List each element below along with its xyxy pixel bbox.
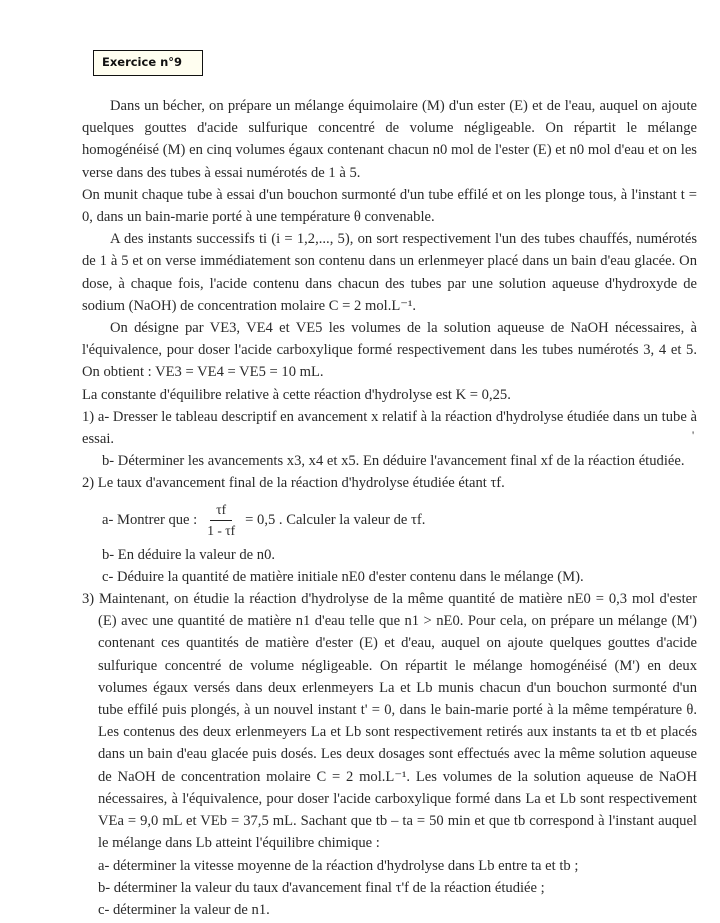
fraction (201, 501, 241, 540)
question-2b: b- En déduire la valeur de n0. (102, 546, 276, 563)
question-3c: c- déterminer la valeur de n1. (98, 901, 270, 918)
question-3b: b- déterminer la valeur du taux d'avancement final τ'f de la réaction étudiée ; (98, 879, 545, 896)
fraction-denominator: 1 - τf (207, 522, 236, 538)
question-2: 2) Le taux d'avancement final de la réaction d'hydrolyse étudiée étant τf. (82, 475, 505, 492)
question-2a (82, 501, 697, 540)
question-2c: c- Déduire la quantité de matière initiale nE0 d'ester contenu dans le mélange (M). (102, 568, 584, 585)
question-3a: a- déterminer la vitesse moyenne de la réaction d'hydrolyse dans Lb entre ta et tb ; (98, 857, 579, 874)
paragraph-constant: La constante d'équilibre relative à cette réaction d'hydrolyse est K = 0,25. (82, 386, 511, 403)
paragraph-volumes: On désigne par VE3, VE4 et VE5 les volumes de la solution aqueuse de NaOH nécessaires, à l'équivalence, pour doser l'acide carboxylique formé respectivement dans les tubes numérotés 3, 4 et 5. On obtient : VE3 = VE4 = VE5 = 10 mL. (82, 320, 697, 381)
intro-paragraph: Dans un bécher, on prépare un mélange équimolaire (M) d'un ester (E) et de l'eau, auquel on ajoute quelques gouttes d'acide sulfurique concentré de volume négligeable. On répartit le mélange homogénéisé (M) en cinq volumes égaux contenant chacun n0 mol de l'ester (E) et n0 mol d'eau et on les verse dans des tubes à essai numérotés de 1 à 5. (82, 98, 697, 181)
fraction-numerator: τf (210, 501, 232, 521)
question-2a-suffix: = 0,5 . Calculer la valeur de τf. (245, 512, 426, 529)
exercise-body (82, 95, 697, 921)
question-2a-prefix: a- Montrer que : (102, 512, 198, 529)
exercise-title: Exercice n°9 (102, 55, 183, 69)
exercise-title-box (93, 50, 203, 76)
question-1b: b- Déterminer les avancements x3, x4 et x5. En déduire l'avancement final xf de la réaction étudiée. (102, 453, 685, 470)
question-3: 3) Maintenant, on étudie la réaction d'hydrolyse de la même quantité de matière nE0 = 0,3 mol d'ester (E) avec une quantité de matière n1 d'eau telle que n1 > nE0. Pour cela, on prépare un mélange (M') contenant ces quantités de matière d'ester (E) et d'eau, auquel on ajoute quelques gouttes d'acide sulfurique concentré de volume négligeable. On répartit le mélange homogénéisé (M') en deux volumes égaux versés dans deux erlenmeyers La et Lb munis chacun d'un bouchon surmonté d'un tube effilé puis plongés, à un nouvel instant t' = 0, dans le bain-marie porté à la même température θ. Les contenus des deux erlenmeyers La et Lb sont respectivement retirés aux instants ta et tb et placés dans un bain d'eau glacée puis dosés. Les deux dosages sont effectués avec la même solution aqueuse de NaOH de concentration molaire C = 2 mol.L⁻¹. Les volumes de la solution aqueuse de NaOH nécessaires, à l'équivalence, pour doser l'acide carboxylique formé dans La et Lb sont respectivement VEa = 9,0 mL et VEb = 37,5 mL. Sachant que tb – ta = 50 min et que tb correspond à l'instant auquel le mélange dans Lb atteint l'équilibre chimique : (82, 591, 697, 852)
stray-mark: ' (692, 428, 695, 442)
paragraph-dosage: A des instants successifs ti (i = 1,2,..., 5), on sort respectivement l'un des tubes chauffés, numérotés de 1 à 5 et on verse immédiatement son contenu dans un erlenmeyer placé dans un bain d'eau glacée. On dose, à chaque fois, l'acide contenu dans chacun des tubes par une solution aqueuse d'hydroxyde de sodium (NaOH) de concentration molaire C = 2 mol.L⁻¹. (82, 231, 697, 314)
paragraph-bain-marie: On munit chaque tube à essai d'un bouchon surmonté d'un tube effilé et on les plonge tous, à l'instant t = 0, dans un bain-marie porté à une température θ convenable. (82, 186, 697, 226)
question-1a: 1) a- Dresser le tableau descriptif en avancement x relatif à la réaction d'hydrolyse étudiée dans un tube à essai. (82, 408, 697, 448)
